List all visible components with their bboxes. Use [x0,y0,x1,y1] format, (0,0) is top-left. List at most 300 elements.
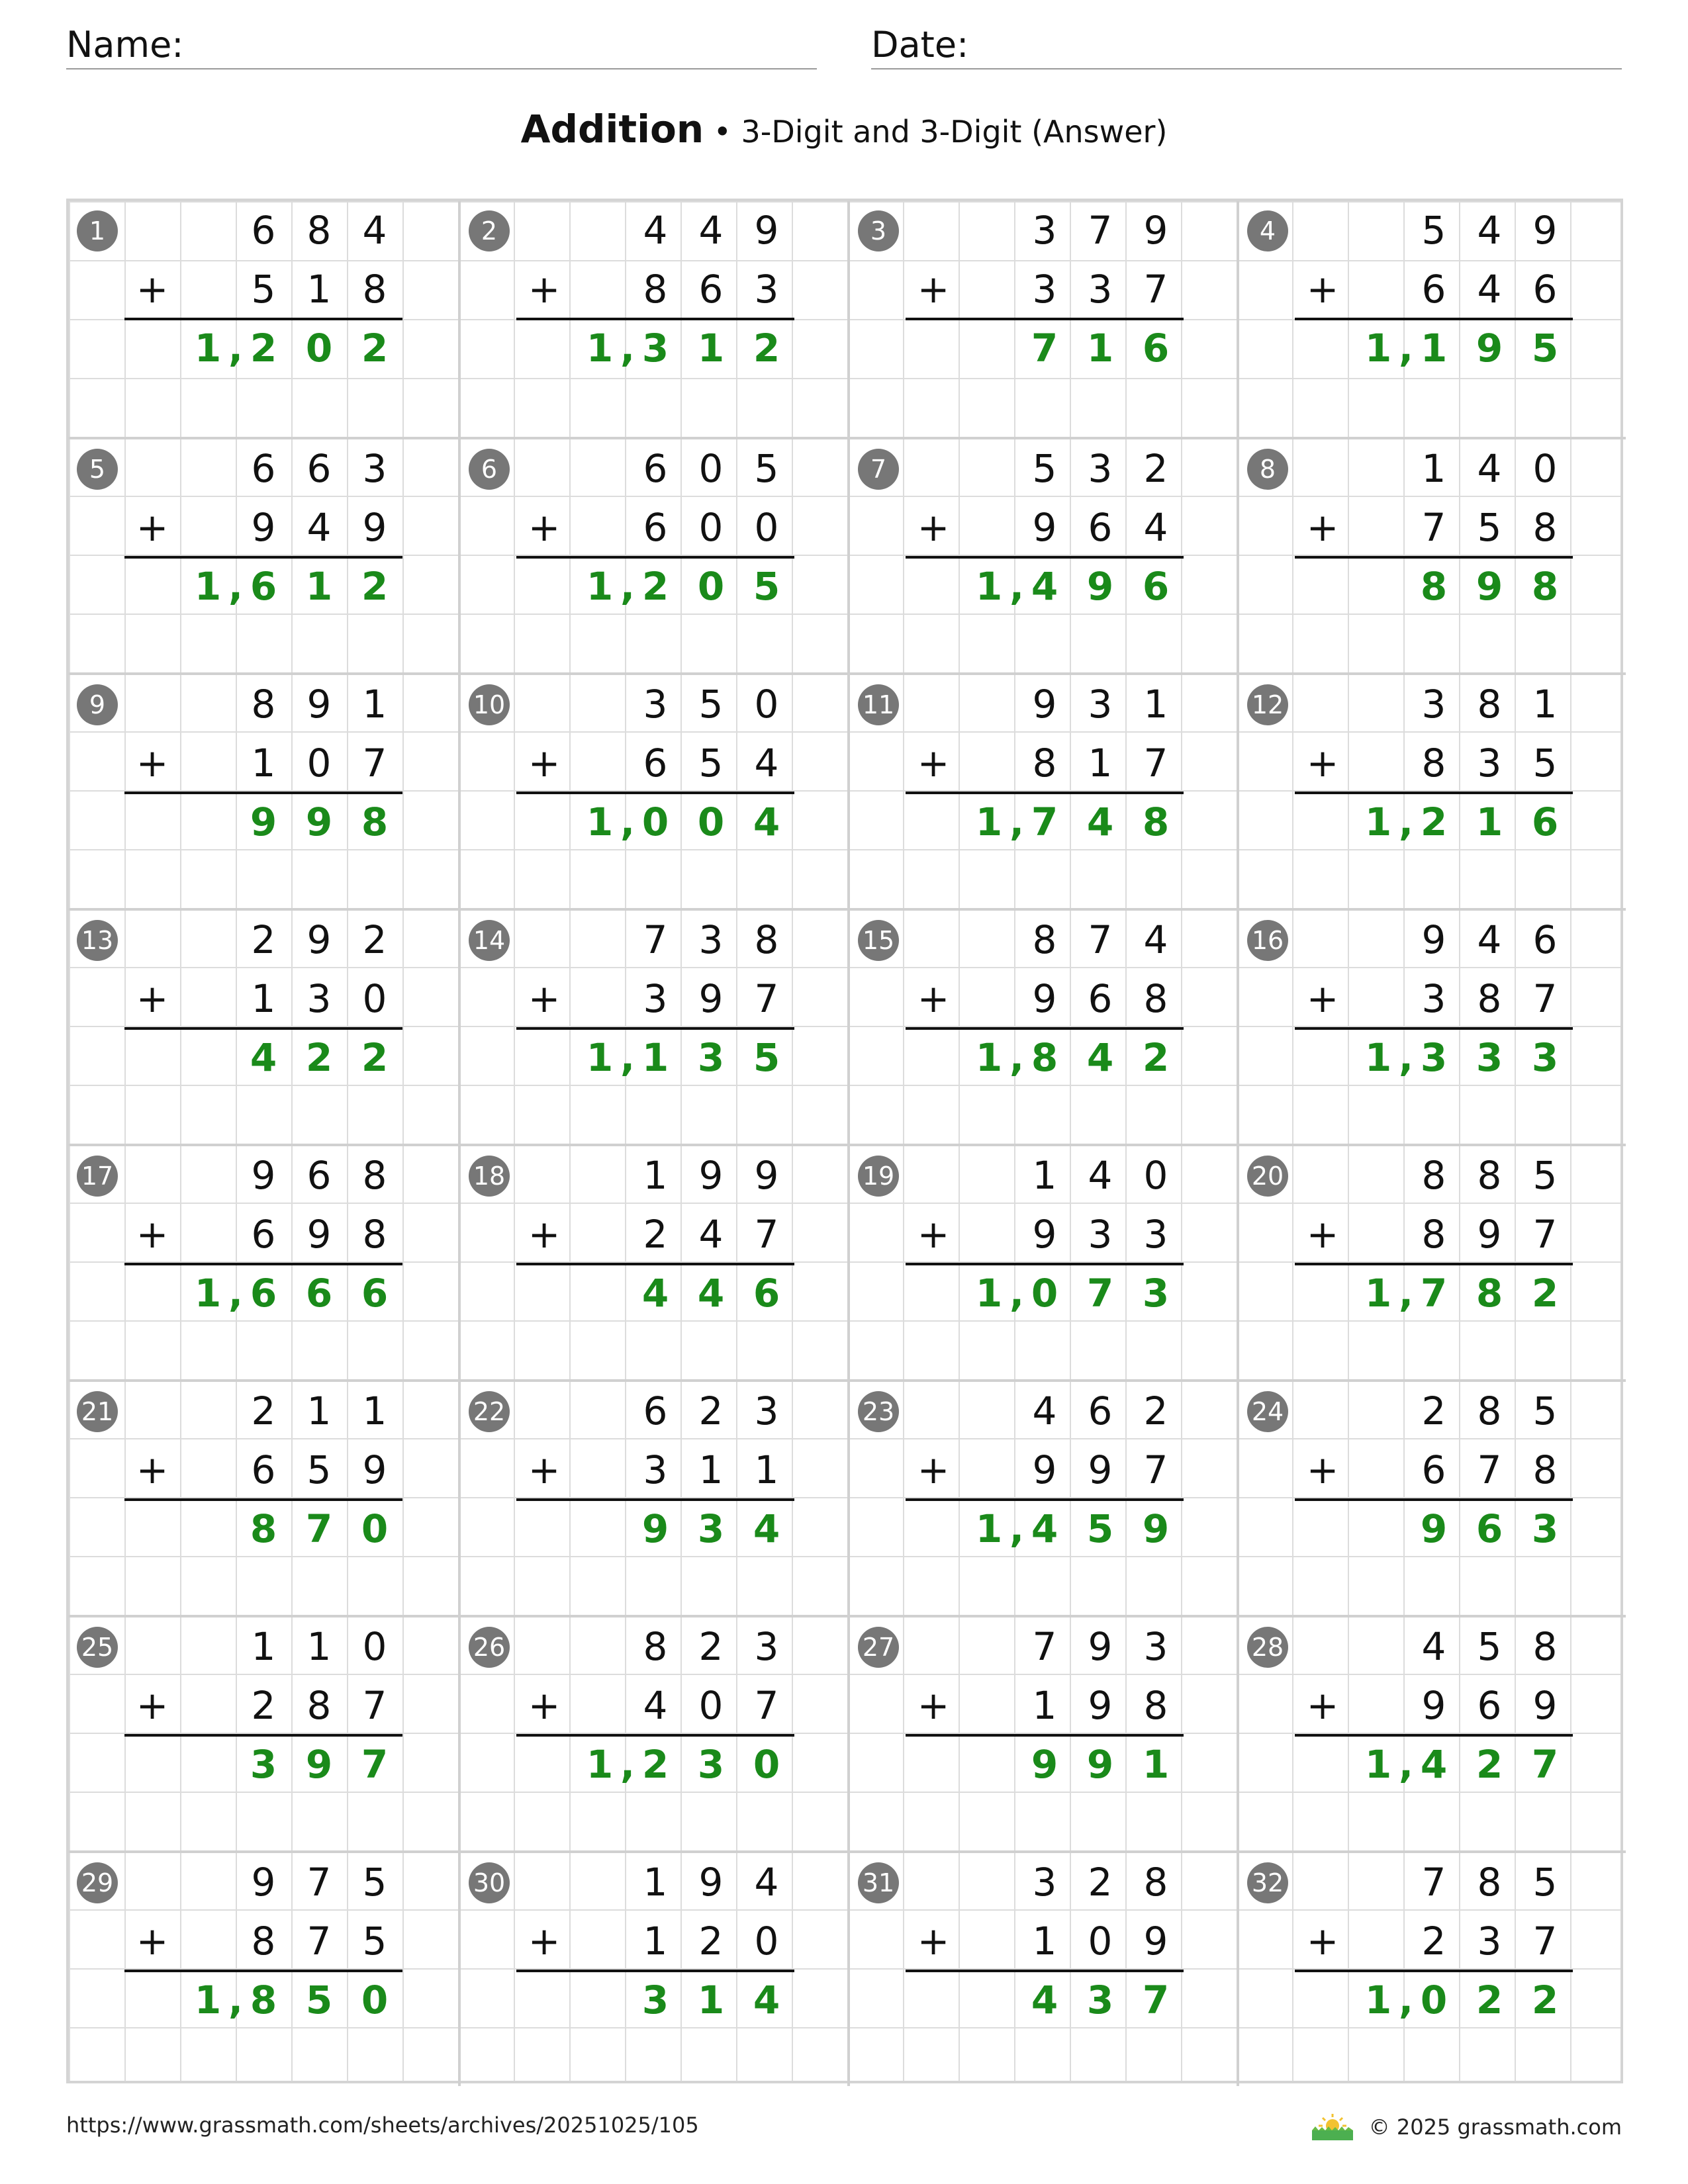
digit: 9 [1032,1447,1057,1492]
addend-bottom [850,498,1239,557]
answer-digit: 6 [1142,326,1170,371]
plus-sign: + [528,267,561,312]
digit: 8 [1421,1153,1446,1198]
digit: 9 [1421,1683,1446,1728]
footer-copyright: © 2025 grassmath.com [1368,2115,1622,2140]
digit: 4 [1088,1153,1113,1198]
plus-sign: + [528,1683,561,1728]
addend-bottom [69,260,458,319]
digit: 6 [251,1447,276,1492]
answer-comma: , [620,799,635,844]
answer-digit: 6 [250,564,277,609]
digit: 4 [754,1860,779,1905]
answer-digit: 1 [1420,326,1448,371]
digit: 8 [251,682,276,727]
plus-sign: + [1306,267,1339,312]
answer-digit: 1 [194,326,222,371]
digit: 6 [1532,267,1558,312]
answer-digit: 5 [1531,326,1559,371]
digit: 9 [698,1860,724,1905]
problem-32 [1237,1850,1626,2086]
answer-digit: 2 [1142,1035,1170,1080]
digit: 4 [1477,446,1502,491]
digit: 3 [362,446,387,491]
digit: 1 [643,1860,668,1905]
digit: 9 [1143,208,1168,253]
problem-1 [69,201,458,437]
addend-top [850,1853,1239,1912]
addend-bottom [850,970,1239,1028]
plus-sign: + [917,267,950,312]
digit: 8 [1421,1212,1446,1257]
answer-comma: , [228,1978,244,2023]
digit: 4 [643,208,668,253]
digit: 9 [362,505,387,550]
problem-3 [847,201,1237,437]
answer-digit: 5 [1086,1506,1114,1551]
answer-digit: 9 [1476,326,1503,371]
addend-bottom [1239,498,1628,557]
plus-sign: + [136,1447,169,1492]
problem-16 [1237,908,1626,1144]
digit: 4 [698,1212,724,1257]
answer-digit: 7 [1142,1978,1170,2023]
digit: 9 [1532,208,1558,253]
problem-number-badge: 3 [858,210,899,251]
addend-bottom [1239,970,1628,1028]
addend-top [461,1617,850,1676]
addend-bottom [850,1912,1239,1971]
digit: 0 [754,505,779,550]
addend-top [69,1617,458,1676]
plus-sign: + [136,1919,169,1964]
answer-digit: 6 [753,1271,780,1316]
digit: 7 [1143,267,1168,312]
digit: 9 [1088,1683,1113,1728]
problem-number-badge: 23 [858,1391,899,1432]
digit: 9 [1088,1447,1113,1492]
problem-number-badge: 17 [77,1156,118,1197]
digit: 1 [1032,1683,1057,1728]
addend-bottom [850,260,1239,319]
answer-digit: 2 [250,326,277,371]
date-line [871,68,1622,69]
answer-digit: 1 [975,799,1003,844]
plus-sign: + [917,1212,950,1257]
digit: 3 [1088,446,1113,491]
digit: 5 [362,1860,387,1905]
digit: 6 [643,505,668,550]
plus-sign: + [917,1683,950,1728]
digit: 0 [362,976,387,1021]
digit: 9 [1032,976,1057,1021]
digit: 6 [698,267,724,312]
addend-bottom [69,970,458,1028]
answer-comma: , [1398,1978,1414,2023]
addend-top [850,1146,1239,1205]
digit: 8 [306,1683,332,1728]
answer-digit: 2 [361,564,389,609]
answer-digit: 5 [753,564,780,609]
answer-digit: 8 [1142,799,1170,844]
addend-bottom [461,734,850,793]
answer-comma: , [1009,1035,1025,1080]
problem-9 [69,672,458,908]
digit: 9 [1477,1212,1502,1257]
answer-digit: 2 [641,1742,669,1787]
plus-sign: + [136,267,169,312]
answer-digit: 5 [305,1978,333,2023]
addend-bottom [69,498,458,557]
answer-digit: 6 [1142,564,1170,609]
addend-top [1239,1382,1628,1441]
problem-20 [1237,1144,1626,1379]
plus-sign: + [528,1919,561,1964]
digit: 8 [1421,741,1446,786]
digit: 8 [643,267,668,312]
digit: 4 [1477,208,1502,253]
answer-digit: 2 [1420,799,1448,844]
digit: 8 [754,917,779,962]
answer-comma: , [1398,1271,1414,1316]
digit: 2 [251,917,276,962]
addend-bottom [69,1205,458,1264]
answer-digit: 3 [1476,1035,1503,1080]
digit: 7 [306,1919,332,1964]
addend-bottom [850,734,1239,793]
problem-13 [69,908,458,1144]
digit: 9 [1421,917,1446,962]
plus-sign: + [136,505,169,550]
digit: 7 [643,917,668,962]
problem-number-badge: 31 [858,1862,899,1903]
answer-digit: 1 [1364,1742,1392,1787]
problem-number-badge: 27 [858,1627,899,1668]
problem-number-badge: 16 [1247,920,1288,961]
problem-number-badge: 15 [858,920,899,961]
answer-digit: 7 [1420,1271,1448,1316]
answer-digit: 1 [1476,799,1503,844]
addend-bottom [1239,260,1628,319]
addend-bottom [1239,1676,1628,1735]
digit: 9 [698,1153,724,1198]
digit: 1 [754,1447,779,1492]
addend-top [461,675,850,734]
answer [1239,1028,1628,1087]
answer-digit: 1 [1364,1978,1392,2023]
digit: 5 [1532,1388,1558,1433]
digit: 7 [1421,505,1446,550]
digit: 0 [362,1624,387,1669]
plus-sign: + [528,1447,561,1492]
answer-comma: , [1009,1506,1025,1551]
problem-14 [458,908,847,1144]
plus-sign: + [528,505,561,550]
answer [69,1971,458,2030]
answer-digit: 1 [975,1506,1003,1551]
problem-number-badge: 11 [858,684,899,725]
digit: 2 [1143,446,1168,491]
answer-digit: 1 [586,799,614,844]
plus-sign: + [917,1919,950,1964]
addend-top [1239,439,1628,498]
answer-digit: 9 [250,799,277,844]
plus-sign: + [136,741,169,786]
answer-digit: 1 [194,1271,222,1316]
addend-bottom [69,1441,458,1500]
problem-7 [847,437,1237,672]
digit: 0 [698,446,724,491]
digit: 0 [306,741,332,786]
answer-digit: 1 [305,564,333,609]
addend-bottom [461,1676,850,1735]
digit: 3 [754,1388,779,1433]
digit: 3 [643,976,668,1021]
digit: 9 [306,682,332,727]
digit: 6 [306,1153,332,1198]
problem-number-badge: 4 [1247,210,1288,251]
digit: 1 [306,267,332,312]
answer-comma: , [1398,326,1414,371]
digit: 8 [1532,505,1558,550]
digit: 4 [1477,267,1502,312]
answer-digit: 2 [641,564,669,609]
footer-brand [1309,2113,1622,2142]
digit: 7 [1532,976,1558,1021]
answer-digit: 2 [305,1035,333,1080]
addend-bottom [69,1676,458,1735]
plus-sign: + [917,505,950,550]
title-main: Addition [520,107,704,152]
answer-digit: 1 [586,326,614,371]
digit: 1 [362,1388,387,1433]
addend-top [69,1382,458,1441]
name-field[interactable] [66,20,817,69]
addend-bottom [1239,734,1628,793]
plus-sign: + [136,1212,169,1257]
problem-number-badge: 25 [77,1627,118,1668]
digit: 5 [1421,208,1446,253]
digit: 2 [1143,1388,1168,1433]
digit: 8 [1032,917,1057,962]
plus-sign: + [1306,976,1339,1021]
digit: 9 [1032,682,1057,727]
digit: 6 [1088,1388,1113,1433]
answer-comma: , [1009,799,1025,844]
digit: 5 [1532,1860,1558,1905]
addend-bottom [461,1205,850,1264]
digit: 9 [698,976,724,1021]
digit: 1 [1143,682,1168,727]
answer-digit: 1 [586,564,614,609]
digit: 7 [754,1212,779,1257]
digit: 3 [754,1624,779,1669]
digit: 8 [1477,1860,1502,1905]
digit: 3 [643,1447,668,1492]
digit: 5 [1477,505,1502,550]
digit: 0 [698,1683,724,1728]
digit: 9 [251,1860,276,1905]
answer-digit: 1 [697,326,725,371]
addend-top [1239,1617,1628,1676]
digit: 7 [754,1683,779,1728]
answer-digit: 9 [1031,1742,1058,1787]
digit: 2 [698,1624,724,1669]
answer-digit: 1 [586,1035,614,1080]
addend-top [850,911,1239,970]
plus-sign: + [1306,741,1339,786]
answer-digit: 8 [1031,1035,1058,1080]
answer-digit: 4 [1086,799,1114,844]
plus-sign: + [917,1447,950,1492]
answer-comma: , [620,326,635,371]
answer-digit: 2 [361,326,389,371]
problem-28 [1237,1615,1626,1850]
answer-digit: 3 [250,1742,277,1787]
digit: 3 [1421,976,1446,1021]
answer-comma: , [1009,1271,1025,1316]
digit: 3 [1032,1860,1057,1905]
digit: 6 [643,446,668,491]
answer-digit: 3 [697,1035,725,1080]
problem-number-badge: 2 [469,210,510,251]
digit: 1 [251,1624,276,1669]
answer [461,1735,850,1794]
digit: 3 [1032,208,1057,253]
problem-4 [1237,201,1626,437]
digit: 5 [362,1919,387,1964]
addend-top [850,1382,1239,1441]
digit: 0 [1088,1919,1113,1964]
name-line [66,68,817,69]
problem-21 [69,1379,458,1615]
digit: 5 [1532,741,1558,786]
problem-number-badge: 29 [77,1862,118,1903]
answer [461,793,850,852]
answer-digit: 9 [1476,564,1503,609]
digit: 4 [1477,917,1502,962]
answer [69,793,458,852]
footer-url[interactable]: https://www.grassmath.com/sheets/archives/20251025/105 [66,2113,699,2138]
addend-top [461,439,850,498]
digit: 6 [251,1212,276,1257]
addend-top [461,1382,850,1441]
answer-digit: 1 [1364,326,1392,371]
answer-digit: 3 [1086,1978,1114,2023]
digit: 8 [306,208,332,253]
digit: 6 [643,1388,668,1433]
answer-digit: 3 [1531,1506,1559,1551]
digit: 4 [698,208,724,253]
digit: 8 [643,1624,668,1669]
digit: 6 [1088,505,1113,550]
date-label: Date: [871,24,969,66]
digit: 3 [1032,267,1057,312]
problem-10 [458,672,847,908]
answer-digit: 1 [586,1742,614,1787]
digit: 1 [251,976,276,1021]
digit: 6 [1421,267,1446,312]
problem-number-badge: 14 [469,920,510,961]
answer-digit: 9 [305,799,333,844]
answer [850,1735,1239,1794]
digit: 4 [362,208,387,253]
digit: 5 [1532,1153,1558,1198]
answer-digit: 1 [1086,326,1114,371]
plus-sign: + [1306,1212,1339,1257]
addend-bottom [461,1441,850,1500]
answer [850,793,1239,852]
answer-digit: 9 [1142,1506,1170,1551]
answer-digit: 9 [641,1506,669,1551]
digit: 2 [1421,1388,1446,1433]
digit: 7 [1088,917,1113,962]
digit: 1 [1032,1919,1057,1964]
addend-top [1239,201,1628,260]
answer-digit: 1 [975,564,1003,609]
addend-top [850,201,1239,260]
answer-digit: 2 [1476,1978,1503,2023]
problem-number-badge: 28 [1247,1627,1288,1668]
problem-11 [847,672,1237,908]
digit: 0 [1143,1153,1168,1198]
answer-digit: 4 [1086,1035,1114,1080]
answer-comma: , [620,1742,635,1787]
digit: 3 [1143,1212,1168,1257]
answer-digit: 3 [641,326,669,371]
digit: 9 [362,1447,387,1492]
plus-sign: + [917,976,950,1021]
digit: 5 [251,267,276,312]
answer-digit: 1 [1142,1742,1170,1787]
answer-digit: 4 [1031,564,1058,609]
problem-number-badge: 8 [1247,449,1288,490]
answer-digit: 9 [305,1742,333,1787]
answer-comma: , [228,326,244,371]
digit: 2 [251,1388,276,1433]
answer-digit: 0 [697,564,725,609]
answer-digit: 4 [697,1271,725,1316]
digit: 3 [1477,1919,1502,1964]
answer [1239,1735,1628,1794]
digit: 1 [1088,741,1113,786]
digit: 1 [306,1388,332,1433]
digit: 4 [1143,505,1168,550]
problem-5 [69,437,458,672]
digit: 8 [1477,682,1502,727]
digit: 8 [362,267,387,312]
answer-digit: 1 [975,1035,1003,1080]
answer [850,1028,1239,1087]
answer [69,1735,458,1794]
digit: 2 [698,1388,724,1433]
addend-top [850,675,1239,734]
digit: 5 [1032,446,1057,491]
answer-digit: 4 [1031,1978,1058,2023]
problem-number-badge: 26 [469,1627,510,1668]
answer-digit: 1 [697,1978,725,2023]
problem-grid [66,199,1623,2083]
digit: 3 [1088,682,1113,727]
answer-digit: 3 [697,1742,725,1787]
answer-digit: 4 [753,799,780,844]
date-field[interactable] [871,20,1622,69]
digit: 4 [1143,917,1168,962]
addend-top [461,1853,850,1912]
answer-digit: 1 [1364,799,1392,844]
problem-number-badge: 19 [858,1156,899,1197]
problem-number-badge: 18 [469,1156,510,1197]
